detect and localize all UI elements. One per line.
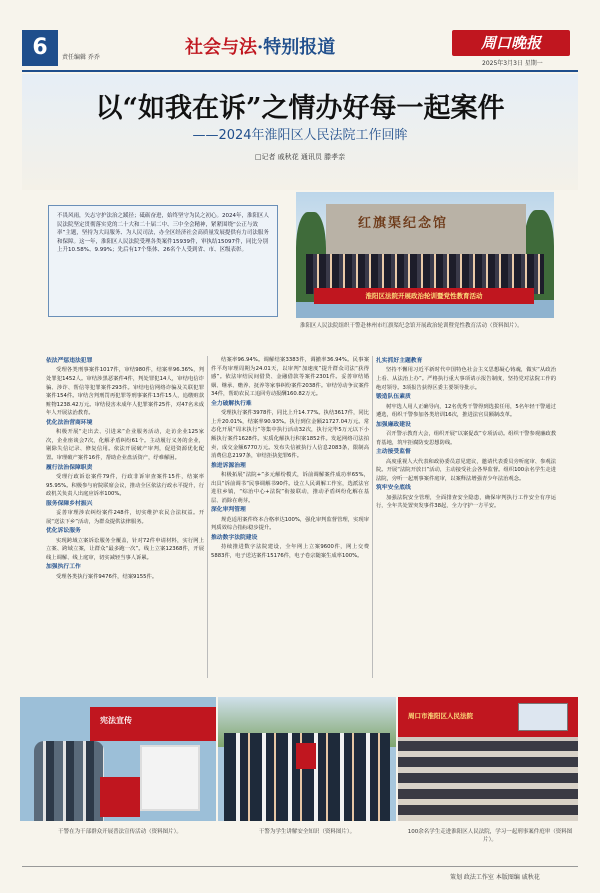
section-subheading: 加强廉政建设 (376, 421, 411, 428)
photo-table (100, 777, 140, 817)
section-subheading: 全力破解执行难 (211, 400, 252, 407)
photo-audience-rows (398, 741, 578, 821)
body-column-2 (211, 356, 369, 680)
photo-caption-1: 干警在为干部群众开展普法宣传活动（资料图片）。 (58, 829, 182, 835)
issue-date: 2025年3月3日 星期一 (482, 60, 543, 67)
photo-display-board (140, 745, 200, 811)
section-subheading: 加强执行工作 (46, 564, 81, 571)
section-subheading: 优化诉讼服务 (46, 528, 81, 535)
body-paragraph: 树牢选人用人正确导向，12名优秀干警得到选拔任用，5名年轻干警通过遴选，组织干警参加各类培训16次，推进法官员额制改革。 (376, 403, 556, 419)
page-number: 6 (22, 30, 58, 66)
photo-court-hearing (398, 697, 578, 821)
section-subheading: 筑牢安全底线 (376, 485, 411, 492)
section-subheading: 优化法治营商环境 (46, 419, 93, 426)
photo-legal-publicity (20, 697, 216, 821)
column-divider (207, 356, 208, 678)
body-paragraph: 规范适用案件终本合格率达100%，强化审判监督管理，实现审判质效综合指标稳步提升。 (211, 516, 369, 532)
photo-caption-3: 100余名学生走进淮阳区人民法院，学习一起刑事案件庭审（资料图片）。 (407, 829, 573, 844)
body-paragraph: 高度重视人大代表和政协委员意见建议，邀请代表委员旁听庭审、参观法院。开展“法院开放日”活动，主动接受社会各界监督。组织100余名学生走进法院，旁听一起刑事案件庭审，以案释法增强青少年法治观念。 (376, 458, 556, 482)
article-subhead: ——2024年淮阳区人民法院工作回眸 (192, 128, 408, 143)
section-title (185, 33, 335, 59)
body-paragraph: 积极拓展“法院+”多元解纷模式，诉前调解案件成功率65%，出具“诉前调书”民事调解书90件。设立人民调解工作室，选派法官进驻乡镇，“综治中心+法院”衔接联动，推动矛盾纠纷化解在基层、消除在萌芽。 (211, 472, 369, 504)
photo-red-banner: 淮阳区法院开展政治轮训暨党性教育活动 (314, 288, 534, 304)
body-paragraph: 受理执行案件3978件，同比上升14.77%。执结3617件，同比上升20.01%，结案率90.93%。执行到位金额21727.04万元。常态化开展“周末执行”等集中执行活动32次，执行完毕5万元以下小额执行案件1628件。实质化解执行积案1852件。发起网络司法拍卖，成交金额6770万元。发布失信被执行人信息2083条，限制高消费信息2197条，审结拒执犯罪6件。 (211, 410, 369, 460)
article-headline: 以“如我在诉”之情办好每一起案件 (95, 93, 505, 124)
body-paragraph: 召开警示教育大会，组织开展“以案促改”专项活动。组织干警参观廉政教育基地，筑牢拒腐防变思想防线。 (376, 431, 556, 446)
page-editor: 责任编辑 乔乔 (62, 54, 100, 61)
section-subheading: 主动接受监督 (376, 449, 411, 456)
body-column-3 (376, 356, 556, 680)
body-paragraph: 持续推进数字法院建设，全年网上立案9600件，网上交费5883件，电子送达案件15176件，电子卷宗随案生成率100%。 (211, 544, 369, 559)
photo-people (34, 741, 104, 821)
photo-group-memorial (296, 192, 554, 318)
section-title-red: 社会与法 (185, 37, 257, 58)
photo-tent-text: 宪法宣传 (100, 716, 132, 725)
article-byline: □记者 戚秋花 通讯员 滕孝亲 (254, 153, 346, 161)
photo-caption-top: 淮阳区人民法院组织干警赴林州市红旗渠纪念馆开展政治轮训暨党性教育活动（资料图片）。 (300, 323, 523, 329)
body-paragraph: 结案率96.94%。调解结案3383件，调撤率36.94%。民事案件平均审理周期为24.01天，以审判“加速度”提升群众司法“获得感”。依法审结民间借贷、金融借款等案件2301件。妥善审结婚姻、继承、赡养、抚养等家事纠纷案件2038件。审结劳动争议案件34件，帮助农民工追回劳动报酬160.82万元。 (211, 357, 369, 398)
section-subheading: 扎实抓好主题教育 (376, 358, 423, 364)
column-divider (372, 356, 373, 678)
photo-building-sign: 红旗渠纪念馆 (358, 216, 449, 231)
newspaper-logo: 周口晚报 (452, 30, 570, 56)
section-subheading: 依法严惩违法犯罪 (46, 358, 93, 364)
section-subheading: 锻造队伍素质 (376, 394, 411, 401)
body-paragraph: 受理各类执行案件9476件，结案9155件。 (56, 573, 158, 580)
body-paragraph: 实现跨域立案诉讼服务全覆盖，针对72件申请材料，实行网上立案、跨域立案，让群众“最多跑一次”。线上立案12368件，开展线上调解、线上庭审，切实减轻当事人诉累。 (46, 537, 204, 561)
section-subheading: 履行法治保障职责 (46, 464, 93, 471)
photo-screen (518, 703, 568, 731)
section-subheading: 深化审判管理 (211, 507, 246, 514)
body-column-1 (46, 356, 204, 680)
body-paragraph: 加强法院安全管理，全面排查安全隐患，确保审判执行工作安全有序运行，全年共处置突发事件38起，全力守护一方平安。 (376, 494, 556, 510)
section-subheading: 服务保障乡村振兴 (46, 500, 93, 507)
body-paragraph: 妥善审理涉农纠纷案件248件，切实维护农民合法权益。开展“送法下乡”活动，为群众提供法律服务。 (46, 510, 204, 525)
section-subheading: 推动数字法院建设 (211, 535, 258, 541)
photo-red-sign (296, 743, 316, 769)
article-intro: 不畏风雨，矢志守护法治之蹊径；砥砺奋进，始终坚守为民之初心。2024年，淮阳区人民法院坚定贯彻落实党的二十大和二十届二中、三中全会精神，紧紧围绕“公正与效率”主题，坚持为大局服务、为人民司法，办全区经济社会高质量发展提供有力司法服务和保障。这一年，淮阳区人民法院受理各类案件15939件，审执结15097件，同比分别上升10.58%、9.99%；先后有17个集体、26名个人受到省、市、区级表彰。 (48, 205, 278, 317)
body-paragraph: 积极开展“走出去、引进来”企业服务活动，走访企业125家次，企业座谈会7次，化解矛盾纠纷61个。主动履行义务的企业，剔除失信记录、修复信用。依法开展破产审判，促进资源优化配置。审理破产案件16件，帮助企业盘活资产，纾难解困。 (46, 429, 204, 461)
body-paragraph: 坚持不懈用习近平新时代中国特色社会主义思想凝心铸魂，做实“从政治上看、从法治上办”。严格执行重大事项请示报告制度，坚持党对法院工作的绝对领导。3项报告获得区委主要领导批示。 (376, 367, 556, 391)
photo-court-name: 周口市淮阳区人民法院 (408, 712, 473, 720)
body-paragraph: 受理行政诉讼案件79件，行政非诉审查案件15件，结案率95.95%。积极参与府院联席会议，推动全区依法行政水平提升，行政机关负责人出庭应诉率100%。 (46, 473, 204, 498)
header-divider (22, 70, 578, 72)
section-subheading: 推进诉源治理 (211, 462, 246, 469)
photo-students-safety (218, 697, 396, 821)
footer-divider (22, 866, 578, 867)
photo-caption-2: 干警为学生讲解安全知识（资料图片）。 (258, 829, 356, 835)
page-credits: 策划 政法工作室 本版图编 戚秋花 (450, 874, 540, 881)
section-title-blue: ·特别报道 (257, 37, 336, 58)
body-paragraph: 受理各类刑事案件1017件，审结980件，结案率96.36%，判处罪犯1452人。审结涉黑恶案件4件，判处罪犯14人，审结电信诈骗、涉诈、帮信等犯罪案件293件。审结电信网络诈骗及关联犯罪案件154件。审结含判刑罚再犯罪等刑事案件13件15人，追缴赃款赃物1238.42万元。审结侵害未成年人犯罪案件25件，对47名未成年人开展法治教育。 (46, 367, 204, 417)
